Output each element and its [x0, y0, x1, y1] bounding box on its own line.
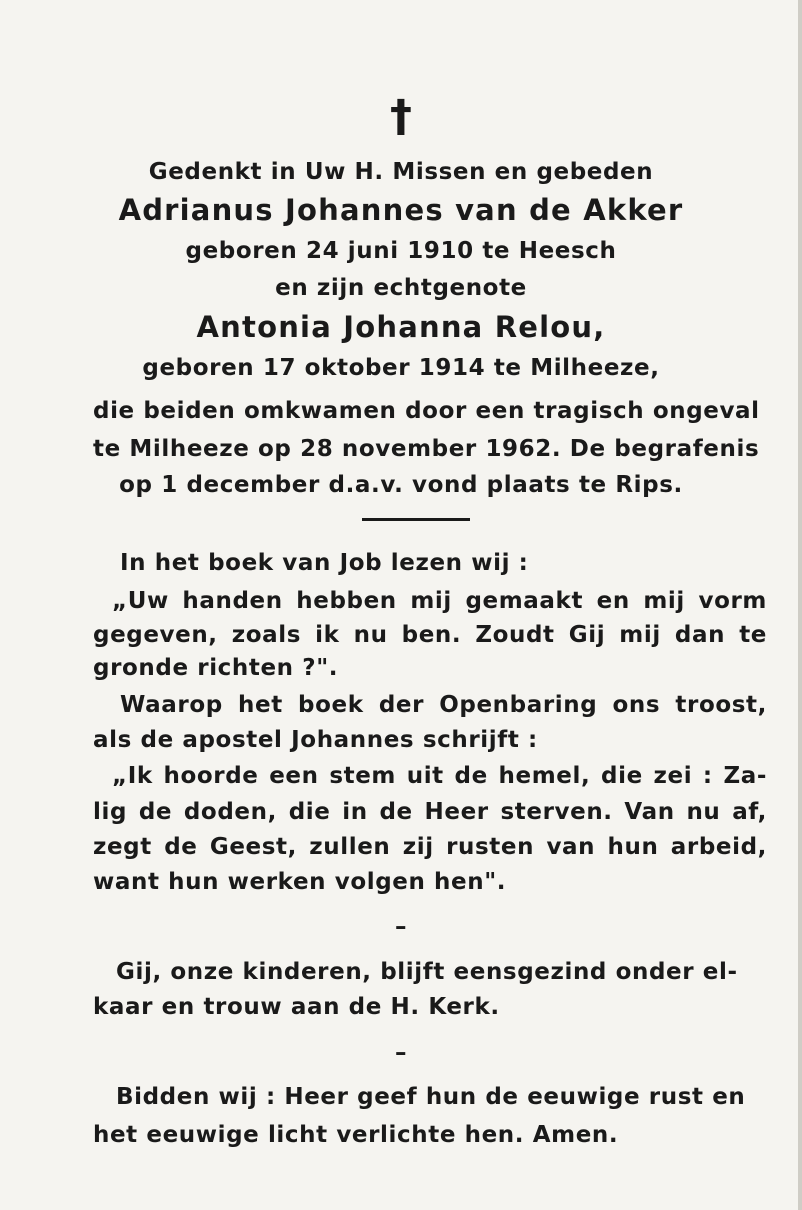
- job-line: gronde richten ?".: [93, 655, 339, 681]
- job-line: „Uw handen hebben mij gemaakt en mij vorm: [112, 588, 767, 614]
- apocalypse-line: „Ik hoorde een stem uit de hemel, die zei : Za-: [112, 763, 767, 789]
- birth-line-2: geboren 17 oktober 1914 te Milheeze,: [142, 355, 660, 381]
- intro-text: Gedenkt in Uw H. Missen en gebeden: [148, 159, 654, 185]
- section-divider-mark: –: [394, 1040, 408, 1066]
- death-line: te Milheeze op 28 november 1962. De begrafenis: [93, 436, 760, 462]
- spouse-intro: en zijn echtgenote: [275, 275, 527, 301]
- apocalypse-line: want hun werken volgen hen".: [93, 869, 507, 895]
- cross-icon: †: [390, 91, 412, 142]
- deceased-name-2: Antonia Johanna Relou,: [196, 310, 606, 344]
- death-line: die beiden omkwamen door een tragisch ongeval: [93, 398, 760, 424]
- apocalypse-line: Waarop het boek der Openbaring ons troost,: [120, 692, 767, 718]
- children-line: Gij, onze kinderen, blijft eensgezind onder el-: [116, 959, 738, 985]
- job-line: In het boek van Job lezen wij :: [120, 550, 529, 576]
- job-line: gegeven, zoals ik nu ben. Zoudt Gij mij dan te: [93, 622, 767, 648]
- divider-rule: [362, 518, 470, 521]
- children-line: kaar en trouw aan de H. Kerk.: [93, 994, 500, 1020]
- birth-line-1: geboren 24 juni 1910 te Heesch: [185, 238, 617, 264]
- apocalypse-line: zegt de Geest, zullen zij rusten van hun arbeid,: [93, 834, 767, 860]
- apocalypse-line: lig de doden, die in de Heer sterven. Van nu af,: [93, 799, 767, 825]
- prayer-line: Bidden wij : Heer geef hun de eeuwige rust en: [116, 1084, 746, 1110]
- deceased-name-1: Adrianus Johannes van de Akker: [118, 193, 684, 227]
- apocalypse-line: als de apostel Johannes schrijft :: [93, 727, 538, 753]
- prayer-line: het eeuwige licht verlichte hen. Amen.: [93, 1122, 619, 1148]
- section-divider-mark: –: [394, 914, 408, 940]
- death-line: op 1 december d.a.v. vond plaats te Rips.: [119, 472, 683, 498]
